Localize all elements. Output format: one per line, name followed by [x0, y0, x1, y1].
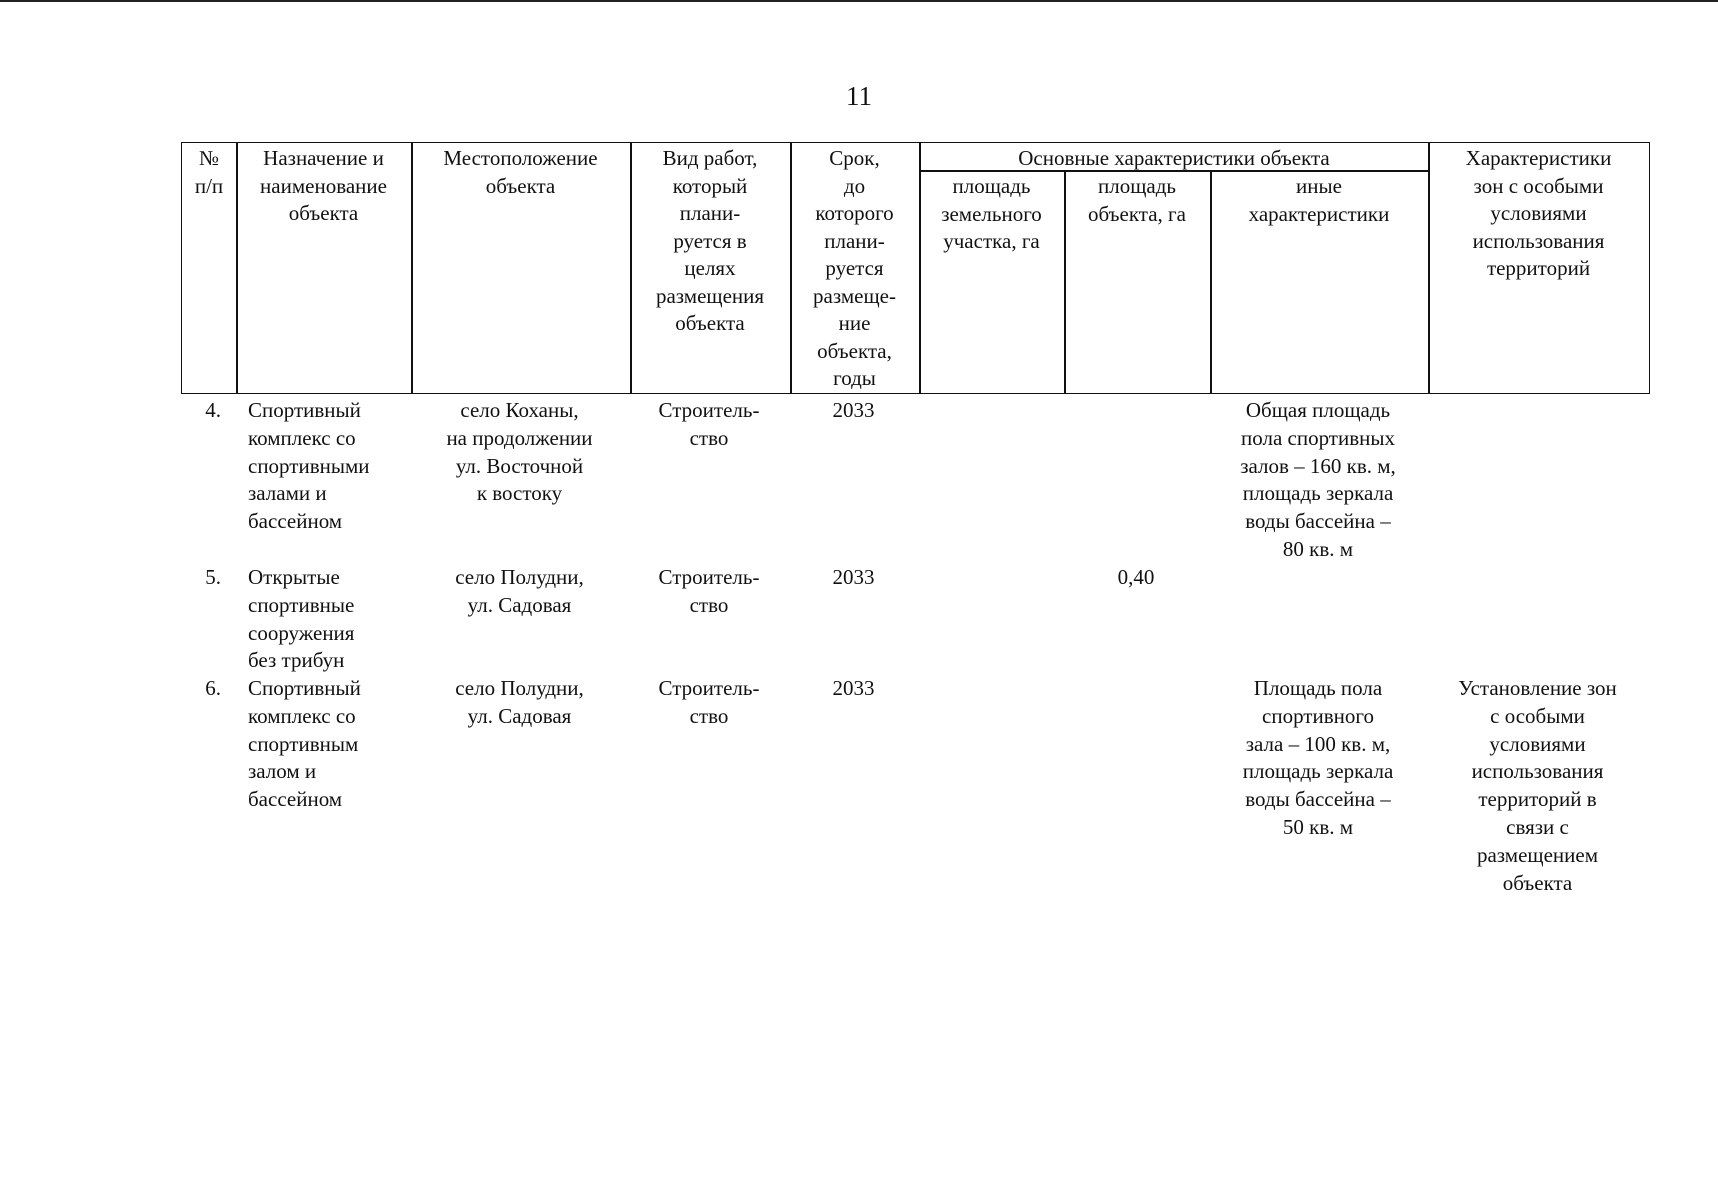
- header-deadline: Срок, до которого плани- руется размеще- ние объекта, годы: [813, 146, 896, 390]
- row-num: 6.: [205, 676, 221, 700]
- header-name: Назначение и наименование объекта: [260, 146, 387, 225]
- row-deadline: 2033: [832, 398, 875, 422]
- row-num: 5.: [205, 565, 221, 589]
- row-object-area: 0,40: [1117, 565, 1155, 589]
- header-zones: Характеристики зон с особыми условиями использования территорий: [1465, 146, 1612, 280]
- header-location: Местоположение объекта: [443, 146, 598, 198]
- row-deadline: 2033: [832, 676, 875, 700]
- row-location: село Коханы, на продолжении ул. Восточной к востоку: [446, 398, 593, 506]
- row-zones: Установление зон с особыми условиями использования территорий в связи с размещением объекта: [1458, 676, 1617, 895]
- row-name: Открытые спортивные сооружения без трибун: [248, 565, 355, 673]
- header-num: № п/п: [194, 146, 224, 198]
- row-other: Площадь пола спортивного зала – 100 кв. м, площадь зеркала воды бассейна – 50 кв. м: [1242, 676, 1394, 839]
- page-number: 11: [846, 81, 872, 111]
- row-other: Общая площадь пола спортивных залов – 160 кв. м, площадь зеркала воды бассейна – 80 кв. м: [1240, 398, 1396, 561]
- header-main-characteristics: Основные характеристики объекта: [1018, 146, 1330, 170]
- row-location: село Полудни, ул. Садовая: [455, 676, 584, 728]
- row-name: Спортивный комплекс со спортивным залом и бассейном: [248, 676, 361, 812]
- row-name: Спортивный комплекс со спортивными залами и бассейном: [248, 398, 370, 534]
- row-work-type: Строитель- ство: [658, 398, 760, 450]
- row-deadline: 2033: [832, 565, 875, 589]
- row-num: 4.: [205, 398, 221, 422]
- header-work-type: Вид работ, который плани- руется в целях размещения объекта: [655, 146, 765, 335]
- header-object-area: площадь объекта, га: [1088, 174, 1186, 226]
- page-top-border: [0, 0, 1718, 2]
- row-location: село Полудни, ул. Садовая: [455, 565, 584, 617]
- row-work-type: Строитель- ство: [658, 676, 760, 728]
- row-work-type: Строитель- ство: [658, 565, 760, 617]
- header-land-area: площадь земельного участка, га: [941, 174, 1042, 253]
- table-header: [181, 142, 1650, 394]
- header-other: иные характеристики: [1248, 174, 1390, 226]
